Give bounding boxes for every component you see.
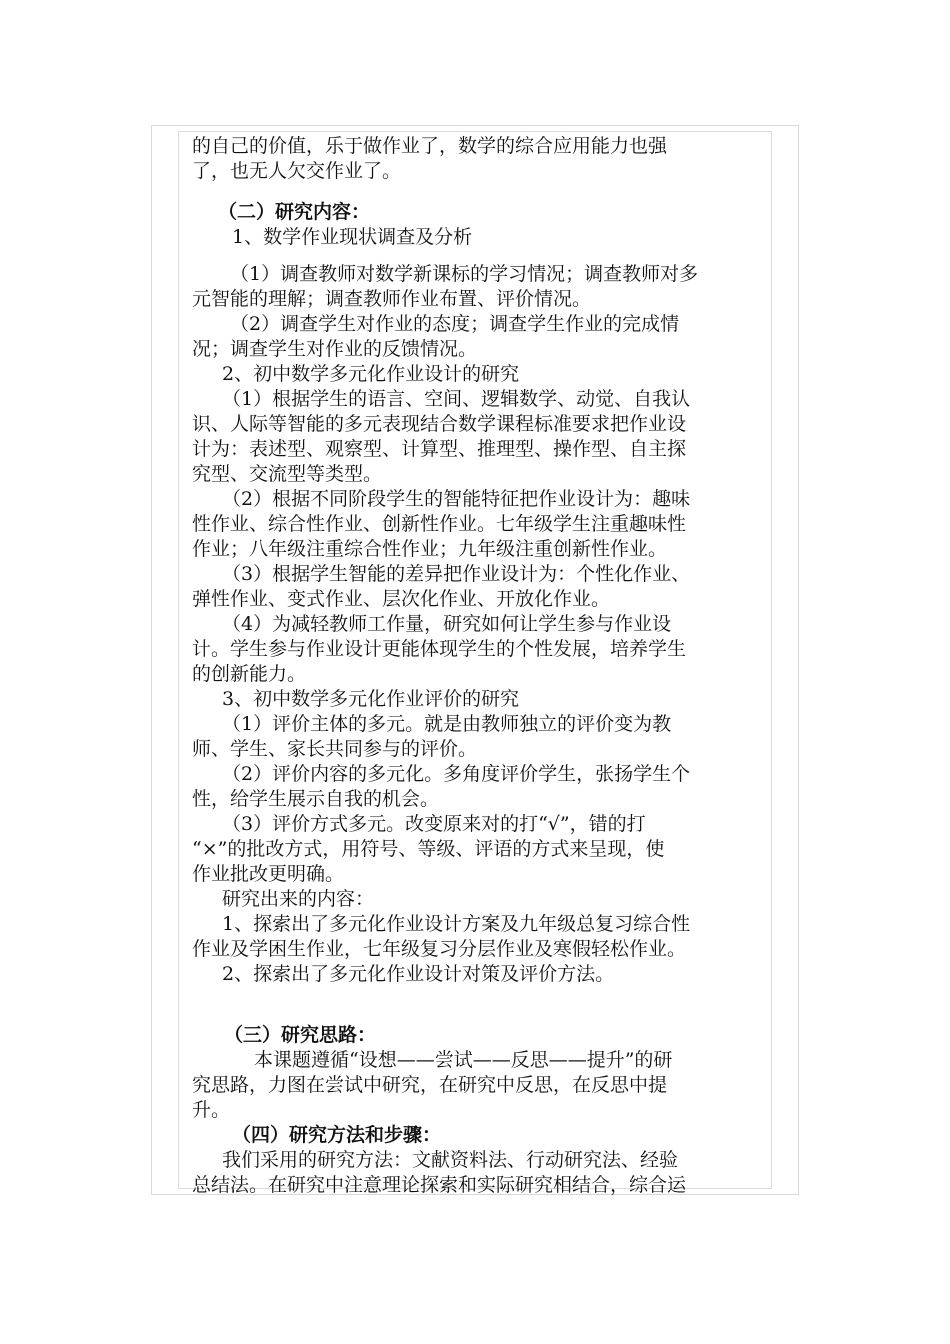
text-line: 作业批改更明确。 [192, 863, 345, 885]
document-body [192, 134, 762, 1198]
text-line: 识、人际等智能的多元表现结合数学课程标准要求把作业设 [192, 413, 687, 435]
text-line: 2、探索出了多元化作业设计对策及评价方法。 [222, 963, 615, 985]
text-line: 的创新能力。 [192, 663, 307, 685]
text-line: 总结法。在研究中注意理论探索和实际研究相结合，综合运 [192, 1174, 687, 1196]
text-line: 研究出来的内容： [222, 888, 375, 910]
text-line: 1、数学作业现状调查及分析 [232, 226, 473, 248]
text-line: 我们采用的研究方法：文献资料法、行动研究法、经验 [222, 1149, 679, 1171]
text-line: 升。 [192, 1099, 231, 1121]
text-line: （1）评价主体的多元。就是由教师独立的评价变为教 [222, 713, 672, 735]
text-line: 况；调查学生对作业的反馈情况。 [192, 338, 478, 360]
text-line: 计。学生参与作业设计更能体现学生的个性发展，培养学生 [192, 638, 687, 660]
text-line: 本课题遵循“设想——尝试——反思——提升”的研 [254, 1049, 673, 1071]
text-line: 2、初中数学多元化作业设计的研究 [222, 363, 520, 385]
text-line: （3）根据学生智能的差异把作业设计为：个性化作业、 [222, 563, 691, 585]
text-line: “×”的批改方式，用符号、等级、评语的方式来呈现，使 [192, 838, 665, 860]
text-line: （4）为减轻教师工作量，研究如何让学生参与作业设 [222, 613, 672, 635]
text-line: 作业及学困生作业，七年级复习分层作业及寒假轻松作业。 [192, 938, 687, 960]
text-line: 的自己的价值，乐于做作业了，数学的综合应用能力也强 [192, 135, 668, 157]
text-line: 3、初中数学多元化作业评价的研究 [222, 688, 520, 710]
text-line: （2）根据不同阶段学生的智能特征把作业设计为：趣味 [222, 488, 691, 510]
text-line: （2）调查学生对作业的态度；调查学生作业的完成情 [230, 313, 680, 335]
text-line: 了，也无人欠交作业了。 [192, 160, 402, 182]
text-line: 作业；八年级注重综合性作业；九年级注重创新性作业。 [192, 538, 668, 560]
text-line: （2）评价内容的多元化。多角度评价学生，张扬学生个 [222, 763, 691, 785]
text-line: 1、探索出了多元化作业设计方案及九年级总复习综合性 [222, 913, 691, 935]
text-line: 究思路，力图在尝试中研究，在研究中反思，在反思中提 [192, 1074, 668, 1096]
text-line: 师、学生、家长共同参与的评价。 [192, 738, 478, 760]
section-heading: （二）研究内容： [218, 201, 371, 223]
text-line: 究型、交流型等类型。 [192, 463, 383, 485]
text-line: 性，给学生展示自我的机会。 [192, 788, 440, 810]
text-line: 性作业、综合性作业、创新性作业。七年级学生注重趣味性 [192, 513, 687, 535]
text-line: 元智能的理解；调查教师作业布置、评价情况。 [192, 288, 592, 310]
text-line: 弹性作业、变式作业、层次化作业、开放化作业。 [192, 588, 611, 610]
text-line: （1）调查教师对数学新课标的学习情况；调查教师对多 [230, 263, 699, 285]
section-heading: （四）研究方法和步骤： [232, 1124, 442, 1146]
text-line: （3）评价方式多元。改变原来对的打“√”，错的打 [222, 813, 646, 835]
section-heading: （三）研究思路： [224, 1024, 377, 1046]
text-line: （1）根据学生的语言、空间、逻辑数学、动觉、自我认 [222, 388, 691, 410]
text-line: 计为：表述型、观察型、计算型、推理型、操作型、自主探 [192, 438, 687, 460]
